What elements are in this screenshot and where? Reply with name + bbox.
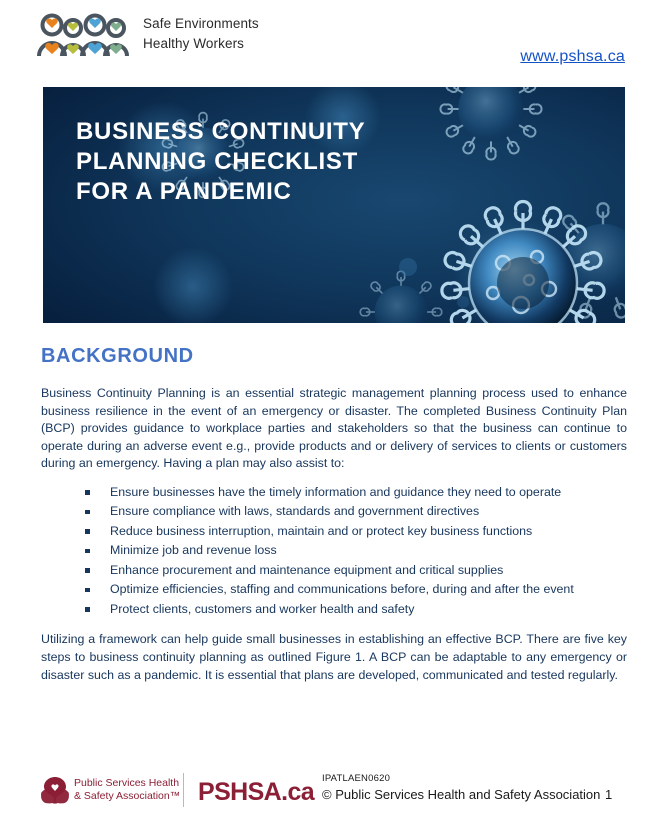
hero-banner bbox=[43, 87, 625, 323]
page-number: 1 bbox=[605, 787, 613, 802]
list-item: Ensure compliance with laws, standards and government directives bbox=[85, 502, 627, 522]
pshsa-trillium-logo bbox=[38, 775, 72, 807]
tagline-line-2: Healthy Workers bbox=[143, 36, 245, 51]
association-line-2: & Safety Association™ bbox=[74, 790, 181, 802]
hero-title: BUSINESS CONTINUITY PLANNING CHECKLIST FOR A PANDEMIC bbox=[76, 118, 365, 205]
list-item: Reduce business interruption, maintain and or protect key business functions bbox=[85, 522, 627, 542]
main-content bbox=[41, 345, 627, 694]
copyright-notice: © Public Services Health and Safety Association bbox=[322, 787, 601, 802]
tagline-line-1: Safe Environments bbox=[143, 16, 259, 31]
list-item: Protect clients, customers and worker health and safety bbox=[85, 600, 627, 620]
footer-divider bbox=[183, 773, 184, 807]
background-paragraph-2: Utilizing a framework can help guide small businesses in establishing an effective BCP. There are five key steps to business continuity planning as outlined Figure 1. A BCP can be adaptable to any emergency or disaster such as a pandemic. It is essential that plans are developed, communicated and tested regularly. bbox=[41, 632, 627, 682]
section-heading-background: BACKGROUND bbox=[41, 345, 194, 367]
list-item: Optimize efficiencies, staffing and communications before, during and after the event bbox=[85, 580, 627, 600]
list-item: Enhance procurement and maintenance equipment and critical supplies bbox=[85, 561, 627, 581]
list-item: Minimize job and revenue loss bbox=[85, 541, 627, 561]
background-paragraph-1: Business Continuity Planning is an essential strategic management planning process used to enhance business resilience in the event of an emergency or disaster. The completed Business Continuity Plan (BCP) provides guidance to workplace parties and stakeholders so that the business can continue to operate during an adverse event e.g., provide products and or delivery of services to clients or customers during an emergency. Having a plan may also assist to: bbox=[41, 386, 627, 471]
association-name bbox=[74, 777, 180, 803]
pshsa-wordmark: PSHSA.ca bbox=[198, 778, 315, 806]
document-code: IPATLAEN0620 bbox=[322, 773, 391, 784]
brand-tagline bbox=[143, 14, 259, 54]
page-header bbox=[0, 0, 663, 80]
benefits-bullet-list bbox=[41, 483, 627, 620]
association-line-1: Public Services Health bbox=[74, 777, 180, 789]
list-item: Ensure businesses have the timely information and guidance they need to operate bbox=[85, 483, 627, 503]
website-link[interactable]: www.pshsa.ca bbox=[520, 48, 625, 65]
people-group-logo bbox=[36, 12, 136, 58]
page-footer bbox=[0, 773, 663, 819]
